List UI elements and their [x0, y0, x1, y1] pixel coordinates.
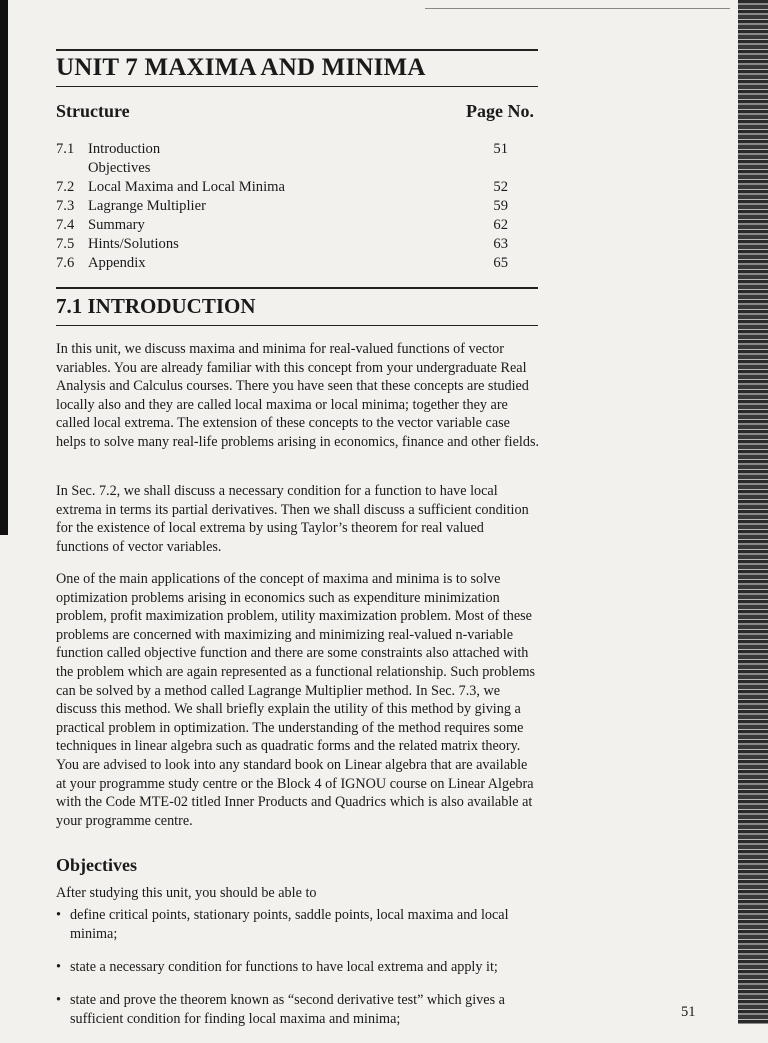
section-title: 7.1 INTRODUCTION: [56, 294, 256, 318]
page-no-heading: Page No.: [466, 101, 534, 121]
intro-paragraph-1: In this unit, we discuss maxima and minima for real-valued functions of vector variables. You are already familiar with this concept from your undergraduate Real Analysis and Calculus courses. There you have seen that these concepts are studied locally also and they are called local maxima or local minima; together they are called local extrema. The extension of these concepts to the vector variable case helps to solve many real-life problems arising in economics, finance and other fields.: [56, 341, 540, 450]
list-item: [56, 991, 546, 1029]
title-underline: [56, 86, 538, 87]
bullet-icon: •: [56, 907, 61, 923]
scan-top-line: [425, 8, 730, 9]
toc-entry: [56, 235, 536, 254]
toc-title: Objectives: [88, 160, 151, 176]
toc-page: 65: [493, 255, 508, 271]
toc-number: 7.1: [56, 141, 75, 157]
toc-entry: [56, 216, 536, 235]
section-top-rule: [56, 287, 538, 289]
toc-entry: [56, 197, 536, 216]
objectives-heading: Objectives: [56, 855, 137, 875]
objectives-intro: After studying this unit, you should be able to: [56, 885, 317, 901]
toc-page: 63: [493, 236, 508, 252]
toc-entry: [56, 159, 536, 178]
table-of-contents: [56, 140, 536, 273]
objective-text: define critical points, stationary points, saddle points, local maxima and local minima;: [70, 907, 509, 942]
toc-title: Summary: [88, 217, 145, 233]
page-number: 51: [681, 1004, 696, 1020]
list-item: [56, 958, 546, 977]
objectives-list: [56, 906, 546, 1043]
toc-number: 7.4: [56, 217, 75, 233]
toc-page: 62: [493, 217, 508, 233]
scan-right-edge: [738, 0, 768, 1024]
toc-title: Local Maxima and Local Minima: [88, 179, 285, 195]
toc-number: 7.5: [56, 236, 75, 252]
toc-title: Appendix: [88, 255, 146, 271]
toc-title: Hints/Solutions: [88, 236, 179, 252]
scan-left-edge: [0, 0, 8, 535]
top-rule: [56, 49, 538, 51]
objective-text: state a necessary condition for functions to have local extrema and apply it;: [70, 959, 498, 975]
intro-paragraph-3: One of the main applications of the concept of maxima and minima is to solve optimization problems arising in economics such as expenditure minimization problem, profit maximization problem, utility maximization problem. Most of these problems are concerned with maximizing and minimizing real-valued n-variable function called objective function and there are some constraints also attached with the problem which are again represented as a functional relationship. Such problems can be solved by a method called Lagrange Multiplier method. In Sec. 7.3, we discuss this method. We shall briefly explain the utility of this method by giving a practical problem in optimization. The understanding of the method requires some techniques in linear algebra such as quadratic forms and the related matrix theory. You are advised to look into any standard book on Linear algebra that are available at your programme study centre or the Block 4 of IGNOU course on Linear Algebra with the Code MTE-02 titled Inner Products and Quadrics which is also available at your programme centre.: [56, 571, 536, 829]
toc-page: 51: [493, 141, 508, 157]
toc-entry: [56, 254, 536, 273]
bullet-icon: •: [56, 959, 61, 975]
toc-page: 52: [493, 179, 508, 195]
structure-heading: Structure: [56, 101, 130, 121]
unit-title: UNIT 7 MAXIMA AND MINIMA: [56, 54, 426, 81]
toc-title: Lagrange Multiplier: [88, 198, 206, 214]
objective-text: state and prove the theorem known as “second derivative test” which gives a sufficient condition for finding local maxima and minima;: [70, 992, 505, 1027]
toc-title: Introduction: [88, 141, 161, 157]
toc-number: 7.2: [56, 179, 75, 195]
list-item: [56, 906, 546, 944]
toc-entry: [56, 140, 536, 159]
toc-page: 59: [493, 198, 508, 214]
intro-paragraph-2: In Sec. 7.2, we shall discuss a necessary condition for a function to have local extrema in terms its partial derivatives. Then we shall discuss a sufficient condition for the existence of local extrema by using Taylor’s theorem for real valued functions of vector variables.: [56, 483, 529, 555]
toc-entry: [56, 178, 536, 197]
bullet-icon: •: [56, 992, 61, 1008]
section-underline: [56, 325, 538, 326]
toc-number: 7.6: [56, 255, 75, 271]
toc-number: 7.3: [56, 198, 75, 214]
